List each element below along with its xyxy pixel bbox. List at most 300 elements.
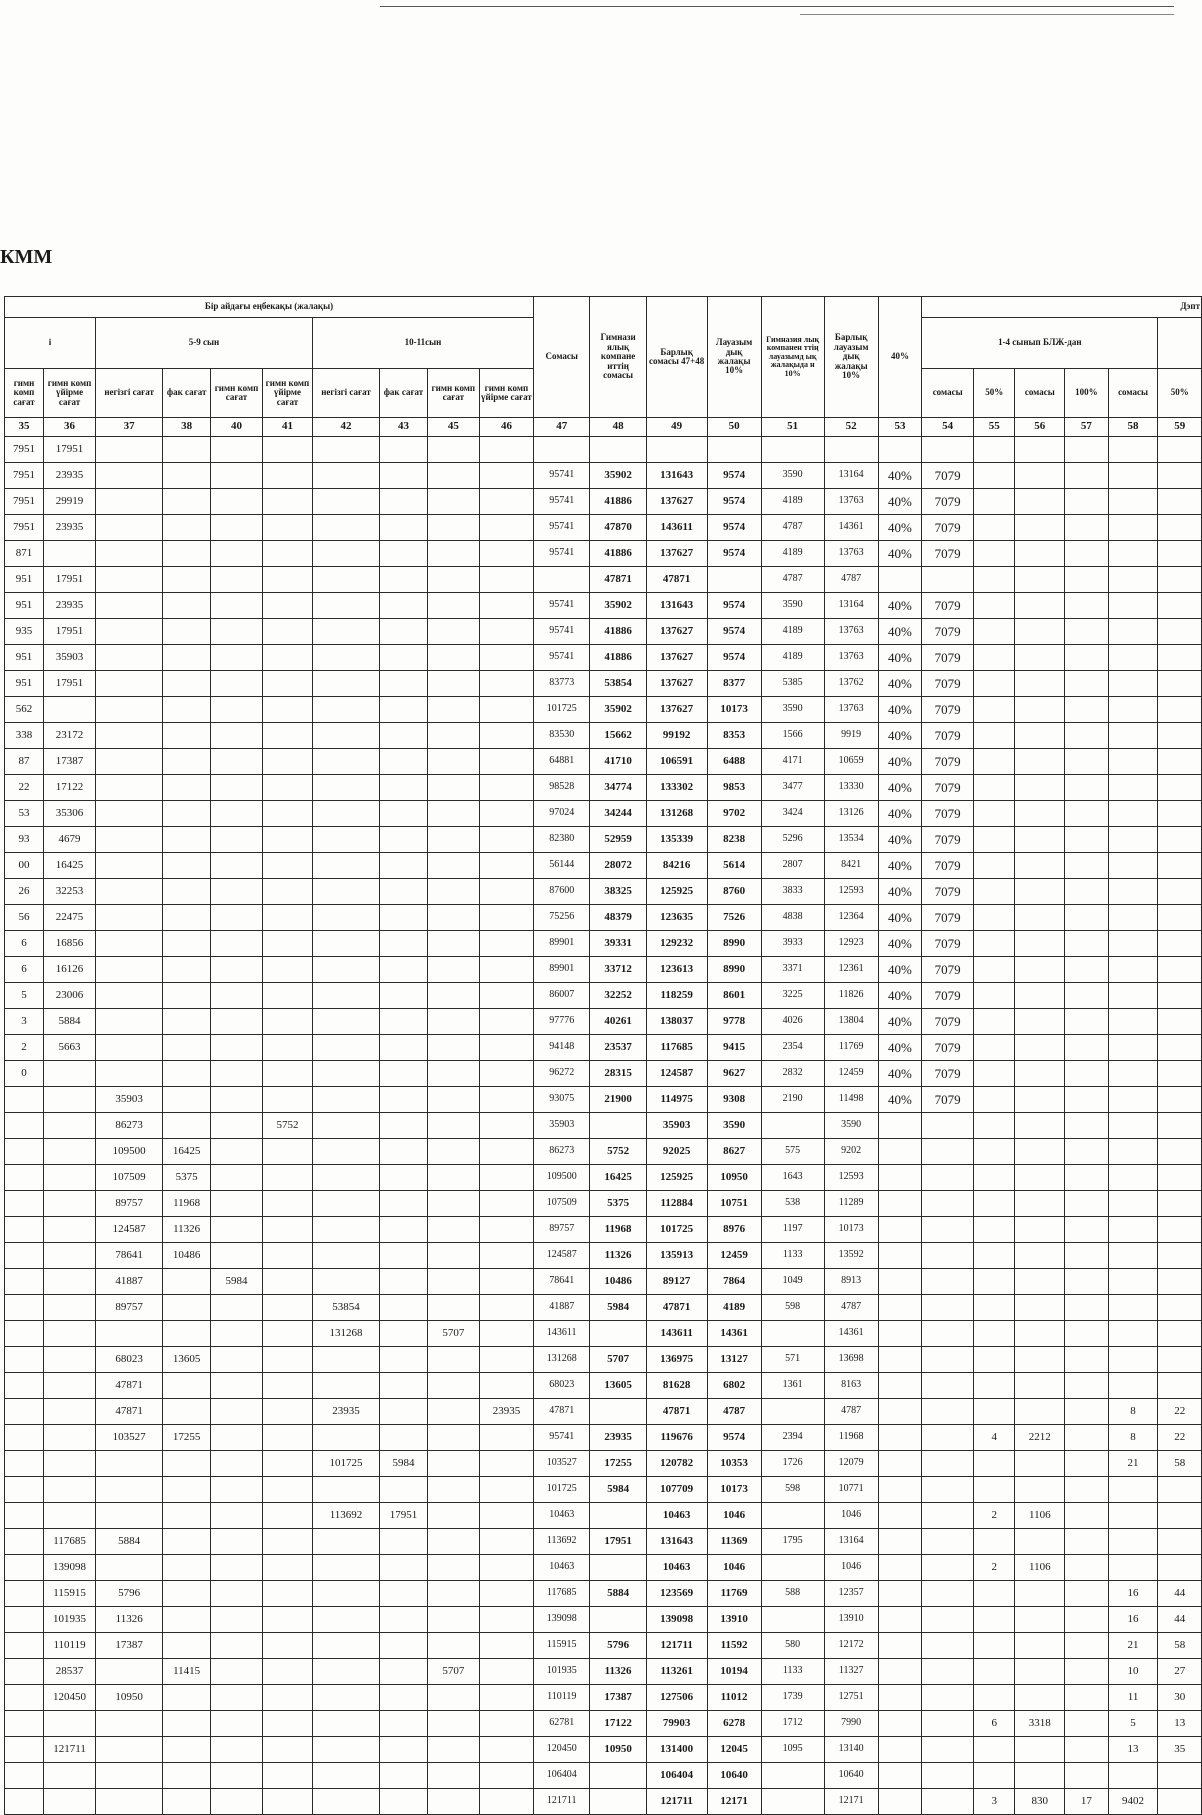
table-cell bbox=[163, 1503, 211, 1529]
table-cell bbox=[1065, 1607, 1108, 1633]
table-cell bbox=[380, 1737, 428, 1763]
table-cell bbox=[878, 1139, 921, 1165]
table-cell bbox=[263, 1269, 313, 1295]
table-cell bbox=[479, 1373, 533, 1399]
table-cell: 8377 bbox=[707, 671, 761, 697]
table-cell: 95741 bbox=[534, 619, 590, 645]
table-cell bbox=[210, 957, 262, 983]
table-cell: 47871 bbox=[96, 1399, 163, 1425]
table-cell bbox=[974, 593, 1015, 619]
table-cell: 7526 bbox=[707, 905, 761, 931]
table-cell bbox=[479, 671, 533, 697]
table-cell: 14361 bbox=[824, 1321, 878, 1347]
table-cell: 10463 bbox=[534, 1555, 590, 1581]
table-cell: 95741 bbox=[534, 541, 590, 567]
table-cell: 34774 bbox=[590, 775, 646, 801]
table-cell bbox=[479, 905, 533, 931]
table-cell bbox=[210, 1399, 262, 1425]
table-cell: 133302 bbox=[646, 775, 707, 801]
table-cell: 17951 bbox=[44, 437, 96, 463]
table-cell bbox=[974, 853, 1015, 879]
table-cell bbox=[263, 1607, 313, 1633]
table-row bbox=[5, 1451, 1202, 1477]
table-cell: 120450 bbox=[44, 1685, 96, 1711]
table-cell: 5614 bbox=[707, 853, 761, 879]
table-cell bbox=[590, 1399, 646, 1425]
table-cell: 12923 bbox=[824, 931, 878, 957]
table-cell bbox=[1158, 1061, 1202, 1087]
table-cell: 124587 bbox=[534, 1243, 590, 1269]
table-cell: 2 bbox=[974, 1555, 1015, 1581]
table-cell bbox=[427, 801, 479, 827]
table-cell: 101725 bbox=[646, 1217, 707, 1243]
table-cell bbox=[210, 775, 262, 801]
table-cell: 951 bbox=[5, 593, 44, 619]
table-cell bbox=[312, 1139, 379, 1165]
table-cell bbox=[974, 671, 1015, 697]
table-cell bbox=[974, 1529, 1015, 1555]
table-cell bbox=[1108, 1009, 1158, 1035]
table-cell bbox=[312, 697, 379, 723]
table-cell: 121711 bbox=[646, 1633, 707, 1659]
table-cell bbox=[380, 827, 428, 853]
table-cell: 35903 bbox=[96, 1087, 163, 1113]
header-col-47: Сомасы bbox=[534, 297, 590, 418]
table-cell bbox=[1065, 1191, 1108, 1217]
table-cell bbox=[163, 697, 211, 723]
table-cell: 115915 bbox=[44, 1581, 96, 1607]
table-cell bbox=[96, 645, 163, 671]
table-cell bbox=[263, 1425, 313, 1451]
table-cell bbox=[5, 1191, 44, 1217]
table-cell: 41887 bbox=[534, 1295, 590, 1321]
salary-table bbox=[4, 296, 1202, 1815]
table-cell bbox=[5, 1477, 44, 1503]
table-cell: 96272 bbox=[534, 1061, 590, 1087]
table-cell bbox=[1158, 1009, 1202, 1035]
table-cell: 5796 bbox=[96, 1581, 163, 1607]
table-cell: 7079 bbox=[922, 515, 974, 541]
table-cell bbox=[590, 1321, 646, 1347]
table-cell: 123569 bbox=[646, 1581, 707, 1607]
table-cell bbox=[1158, 1269, 1202, 1295]
table-cell bbox=[1065, 1633, 1108, 1659]
table-cell bbox=[1108, 1243, 1158, 1269]
table-cell: 1712 bbox=[761, 1711, 824, 1737]
table-cell: 35902 bbox=[590, 463, 646, 489]
table-cell: 3590 bbox=[824, 1113, 878, 1139]
table-cell bbox=[1108, 853, 1158, 879]
table-cell: 8 bbox=[1108, 1399, 1158, 1425]
table-cell bbox=[1158, 1347, 1202, 1373]
table-cell bbox=[163, 775, 211, 801]
table-cell bbox=[1108, 593, 1158, 619]
table-cell bbox=[1065, 1373, 1108, 1399]
table-cell bbox=[1015, 1737, 1065, 1763]
table-cell: 5752 bbox=[263, 1113, 313, 1139]
table-cell bbox=[878, 1373, 921, 1399]
table-cell bbox=[590, 1763, 646, 1789]
table-cell bbox=[1015, 801, 1065, 827]
table-cell: 40% bbox=[878, 775, 921, 801]
table-cell: 00 bbox=[5, 853, 44, 879]
table-cell bbox=[163, 541, 211, 567]
table-cell bbox=[1158, 1477, 1202, 1503]
table-cell bbox=[380, 905, 428, 931]
table-cell bbox=[380, 1035, 428, 1061]
table-cell bbox=[974, 437, 1015, 463]
table-cell: 5796 bbox=[590, 1633, 646, 1659]
table-cell bbox=[210, 1243, 262, 1269]
table-cell: 11592 bbox=[707, 1633, 761, 1659]
table-cell: 40% bbox=[878, 983, 921, 1009]
table-cell: 137627 bbox=[646, 697, 707, 723]
table-cell bbox=[312, 1607, 379, 1633]
table-cell bbox=[479, 1685, 533, 1711]
table-cell: 16425 bbox=[163, 1139, 211, 1165]
table-cell bbox=[44, 1347, 96, 1373]
table-cell bbox=[1065, 541, 1108, 567]
column-number: 58 bbox=[1108, 418, 1158, 437]
table-cell: 41886 bbox=[590, 645, 646, 671]
table-cell: 32253 bbox=[44, 879, 96, 905]
table-cell bbox=[1065, 567, 1108, 593]
table-cell: 4787 bbox=[824, 567, 878, 593]
table-cell bbox=[380, 1425, 428, 1451]
table-cell bbox=[210, 879, 262, 905]
table-cell: 12079 bbox=[824, 1451, 878, 1477]
table-cell bbox=[263, 1581, 313, 1607]
table-cell: 35 bbox=[1158, 1737, 1202, 1763]
table-cell bbox=[263, 801, 313, 827]
table-cell: 89757 bbox=[96, 1295, 163, 1321]
table-cell bbox=[1108, 1139, 1158, 1165]
table-cell: 2354 bbox=[761, 1035, 824, 1061]
table-cell: 13804 bbox=[824, 1009, 878, 1035]
table-cell bbox=[646, 437, 707, 463]
table-cell bbox=[263, 1321, 313, 1347]
table-cell bbox=[263, 853, 313, 879]
table-cell bbox=[163, 437, 211, 463]
table-cell: 1566 bbox=[761, 723, 824, 749]
table-cell bbox=[1015, 1477, 1065, 1503]
table-cell bbox=[263, 619, 313, 645]
table-cell: 78641 bbox=[96, 1243, 163, 1269]
table-cell bbox=[427, 1581, 479, 1607]
table-cell bbox=[380, 1217, 428, 1243]
table-cell bbox=[312, 801, 379, 827]
table-cell: 81628 bbox=[646, 1373, 707, 1399]
header-sub-58: сомасы bbox=[1108, 369, 1158, 418]
table-cell bbox=[1015, 1113, 1065, 1139]
table-cell bbox=[974, 1399, 1015, 1425]
table-cell: 13763 bbox=[824, 489, 878, 515]
table-cell bbox=[479, 515, 533, 541]
table-cell bbox=[479, 567, 533, 593]
table-cell: 13164 bbox=[824, 463, 878, 489]
table-cell: 17122 bbox=[44, 775, 96, 801]
table-cell: 106404 bbox=[534, 1763, 590, 1789]
table-cell bbox=[380, 1789, 428, 1815]
table-cell bbox=[427, 723, 479, 749]
table-cell: 131643 bbox=[646, 463, 707, 489]
table-cell: 135339 bbox=[646, 827, 707, 853]
table-cell: 107709 bbox=[646, 1477, 707, 1503]
header-col-53: 40% bbox=[878, 297, 921, 418]
table-cell bbox=[210, 1061, 262, 1087]
table-cell bbox=[5, 1217, 44, 1243]
table-cell bbox=[5, 1581, 44, 1607]
table-cell bbox=[922, 1685, 974, 1711]
table-cell bbox=[210, 1087, 262, 1113]
table-cell: 10640 bbox=[707, 1763, 761, 1789]
table-cell: 26 bbox=[5, 879, 44, 905]
table-cell bbox=[974, 957, 1015, 983]
table-cell: 13 bbox=[1108, 1737, 1158, 1763]
header-sub-40: гимн комп сағат bbox=[210, 369, 262, 418]
table-cell bbox=[1108, 879, 1158, 905]
table-cell bbox=[878, 1529, 921, 1555]
table-cell bbox=[1015, 541, 1065, 567]
table-cell: 44 bbox=[1158, 1581, 1202, 1607]
table-cell: 3318 bbox=[1015, 1711, 1065, 1737]
table-cell: 11769 bbox=[824, 1035, 878, 1061]
table-cell bbox=[210, 1035, 262, 1061]
table-cell: 3 bbox=[5, 1009, 44, 1035]
table-cell bbox=[263, 879, 313, 905]
table-cell: 107509 bbox=[534, 1191, 590, 1217]
table-cell bbox=[427, 619, 479, 645]
table-cell bbox=[1108, 957, 1158, 983]
table-cell bbox=[878, 1399, 921, 1425]
table-cell: 4026 bbox=[761, 1009, 824, 1035]
table-cell bbox=[1065, 931, 1108, 957]
table-cell bbox=[427, 1737, 479, 1763]
table-cell: 6278 bbox=[707, 1711, 761, 1737]
table-cell: 23537 bbox=[590, 1035, 646, 1061]
table-cell: 129232 bbox=[646, 931, 707, 957]
table-cell: 40% bbox=[878, 749, 921, 775]
table-cell: 17951 bbox=[44, 619, 96, 645]
table-cell: 40% bbox=[878, 801, 921, 827]
table-cell bbox=[312, 567, 379, 593]
table-cell: 2212 bbox=[1015, 1425, 1065, 1451]
table-cell bbox=[922, 1373, 974, 1399]
table-cell bbox=[1158, 619, 1202, 645]
table-cell bbox=[1158, 1789, 1202, 1815]
table-cell: 7079 bbox=[922, 931, 974, 957]
table-cell: 10 bbox=[1108, 1659, 1158, 1685]
table-cell bbox=[479, 1451, 533, 1477]
table-cell: 28537 bbox=[44, 1659, 96, 1685]
table-cell bbox=[1065, 1321, 1108, 1347]
table-cell bbox=[1015, 1581, 1065, 1607]
table-cell bbox=[427, 749, 479, 775]
table-cell: 562 bbox=[5, 697, 44, 723]
table-cell bbox=[44, 1113, 96, 1139]
table-cell bbox=[479, 1555, 533, 1581]
table-cell bbox=[96, 749, 163, 775]
table-cell: 9574 bbox=[707, 593, 761, 619]
header-sub-54: сомасы bbox=[922, 369, 974, 418]
table-cell bbox=[1158, 1243, 1202, 1269]
table-cell bbox=[427, 1425, 479, 1451]
table-cell: 4189 bbox=[707, 1295, 761, 1321]
table-cell bbox=[1065, 723, 1108, 749]
table-cell: 9574 bbox=[707, 515, 761, 541]
table-cell bbox=[590, 1789, 646, 1815]
table-cell: 40261 bbox=[590, 1009, 646, 1035]
table-cell bbox=[1108, 1503, 1158, 1529]
table-cell: 135913 bbox=[646, 1243, 707, 1269]
table-cell bbox=[210, 1529, 262, 1555]
table-cell bbox=[312, 1685, 379, 1711]
table-cell: 1095 bbox=[761, 1737, 824, 1763]
table-cell: 110119 bbox=[44, 1633, 96, 1659]
table-cell bbox=[5, 1139, 44, 1165]
table-cell bbox=[163, 1789, 211, 1815]
table-cell bbox=[210, 1555, 262, 1581]
table-cell bbox=[163, 645, 211, 671]
table-cell bbox=[210, 671, 262, 697]
table-cell bbox=[263, 1555, 313, 1581]
table-cell: 28072 bbox=[590, 853, 646, 879]
table-cell: 68023 bbox=[534, 1373, 590, 1399]
table-cell bbox=[1015, 1373, 1065, 1399]
table-cell: 11498 bbox=[824, 1087, 878, 1113]
table-cell bbox=[96, 671, 163, 697]
table-cell bbox=[878, 1633, 921, 1659]
table-cell: 12459 bbox=[824, 1061, 878, 1087]
table-cell bbox=[479, 853, 533, 879]
table-cell bbox=[44, 1399, 96, 1425]
table-cell bbox=[479, 1113, 533, 1139]
header-sub-46: гимн комп үйірме сағат bbox=[479, 369, 533, 418]
table-cell bbox=[479, 1087, 533, 1113]
table-cell bbox=[263, 437, 313, 463]
table-cell: 131268 bbox=[646, 801, 707, 827]
table-row bbox=[5, 749, 1202, 775]
table-cell bbox=[878, 1451, 921, 1477]
table-cell: 89901 bbox=[534, 957, 590, 983]
table-cell bbox=[210, 1191, 262, 1217]
table-cell bbox=[163, 1009, 211, 1035]
table-cell bbox=[761, 1555, 824, 1581]
table-cell bbox=[263, 1451, 313, 1477]
table-cell: 2 bbox=[974, 1503, 1015, 1529]
table-cell: 11326 bbox=[163, 1217, 211, 1243]
table-cell bbox=[96, 1659, 163, 1685]
table-cell bbox=[427, 1633, 479, 1659]
table-cell: 40% bbox=[878, 645, 921, 671]
table-cell: 93 bbox=[5, 827, 44, 853]
table-cell: 9702 bbox=[707, 801, 761, 827]
table-cell: 40% bbox=[878, 879, 921, 905]
table-cell: 8163 bbox=[824, 1373, 878, 1399]
table-cell bbox=[974, 931, 1015, 957]
table-cell bbox=[1158, 593, 1202, 619]
table-cell: 21900 bbox=[590, 1087, 646, 1113]
table-cell: 41886 bbox=[590, 489, 646, 515]
table-cell bbox=[427, 827, 479, 853]
table-cell: 571 bbox=[761, 1347, 824, 1373]
table-cell bbox=[974, 1451, 1015, 1477]
table-cell bbox=[163, 1295, 211, 1321]
table-cell bbox=[312, 1191, 379, 1217]
column-number: 42 bbox=[312, 418, 379, 437]
table-cell: 17387 bbox=[44, 749, 96, 775]
table-cell bbox=[312, 619, 379, 645]
table-cell bbox=[479, 593, 533, 619]
table-cell bbox=[263, 1217, 313, 1243]
table-cell: 8 bbox=[1108, 1425, 1158, 1451]
table-cell bbox=[1065, 1139, 1108, 1165]
table-cell bbox=[1065, 515, 1108, 541]
table-cell bbox=[1108, 1165, 1158, 1191]
table-cell bbox=[96, 1555, 163, 1581]
table-cell bbox=[1108, 1113, 1158, 1139]
table-cell: 28315 bbox=[590, 1061, 646, 1087]
table-cell bbox=[312, 489, 379, 515]
table-cell bbox=[263, 1711, 313, 1737]
table-cell: 5984 bbox=[210, 1269, 262, 1295]
table-cell bbox=[1015, 775, 1065, 801]
table-cell bbox=[1065, 1555, 1108, 1581]
table-cell bbox=[263, 1737, 313, 1763]
table-cell: 56 bbox=[5, 905, 44, 931]
table-cell: 4838 bbox=[761, 905, 824, 931]
table-cell bbox=[974, 1347, 1015, 1373]
header-sub-57: 100% bbox=[1065, 369, 1108, 418]
table-row bbox=[5, 775, 1202, 801]
table-cell: 17255 bbox=[163, 1425, 211, 1451]
column-number: 56 bbox=[1015, 418, 1065, 437]
table-cell bbox=[1108, 489, 1158, 515]
table-row bbox=[5, 1399, 1202, 1425]
table-row bbox=[5, 1165, 1202, 1191]
table-cell: 136975 bbox=[646, 1347, 707, 1373]
table-cell bbox=[1065, 1659, 1108, 1685]
table-cell bbox=[380, 593, 428, 619]
table-cell bbox=[96, 1789, 163, 1815]
table-cell: 99192 bbox=[646, 723, 707, 749]
table-cell: 10771 bbox=[824, 1477, 878, 1503]
table-cell: 131268 bbox=[312, 1321, 379, 1347]
table-cell bbox=[210, 1217, 262, 1243]
table-cell: 13763 bbox=[824, 619, 878, 645]
table-row bbox=[5, 1581, 1202, 1607]
table-cell: 89757 bbox=[96, 1191, 163, 1217]
table-cell bbox=[380, 1581, 428, 1607]
table-row bbox=[5, 1295, 1202, 1321]
table-cell bbox=[210, 1659, 262, 1685]
table-cell bbox=[263, 1633, 313, 1659]
table-cell bbox=[312, 723, 379, 749]
table-cell: 4189 bbox=[761, 489, 824, 515]
table-cell bbox=[1158, 749, 1202, 775]
table-cell bbox=[5, 1425, 44, 1451]
header-group-blank bbox=[1158, 318, 1202, 369]
table-cell: 17951 bbox=[44, 567, 96, 593]
table-cell: 5 bbox=[5, 983, 44, 1009]
table-cell bbox=[44, 1061, 96, 1087]
table-cell bbox=[5, 1243, 44, 1269]
table-cell bbox=[479, 1633, 533, 1659]
table-cell bbox=[427, 1217, 479, 1243]
table-cell bbox=[1015, 749, 1065, 775]
table-row bbox=[5, 905, 1202, 931]
table-cell bbox=[974, 1217, 1015, 1243]
